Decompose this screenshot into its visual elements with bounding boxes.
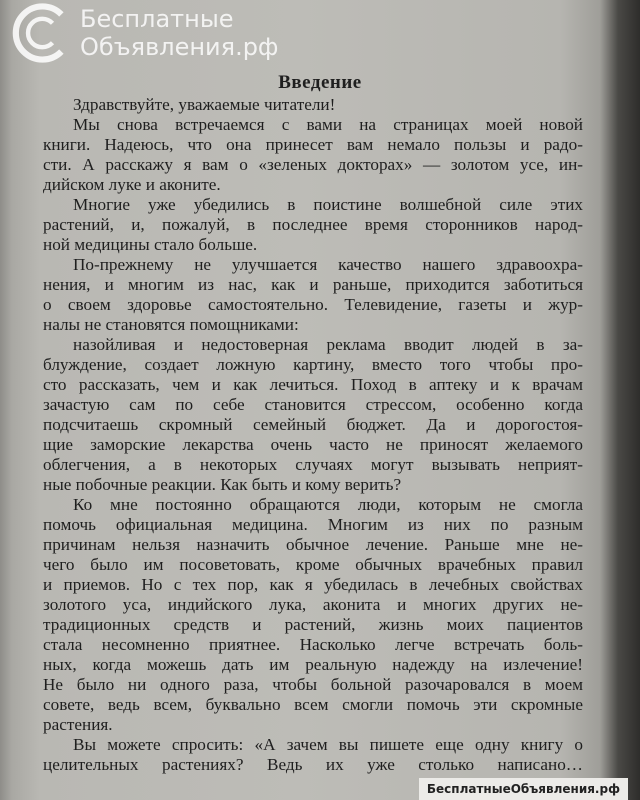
watermark-logo-icon (10, 2, 72, 64)
watermark-line1: Бесплатные (80, 5, 234, 33)
body-text (43, 95, 583, 775)
text-line: Не было ни одного раза, чтобы больной разочаровался в моем (43, 675, 583, 694)
text-line: Мы снова встречаемся с вами на страницах моей новой (73, 115, 583, 134)
watermark-line2: Объявления.рф (80, 33, 279, 61)
watermark (10, 2, 278, 64)
text-line: стала несомненно приятнее. Насколько легче встречать боль- (43, 635, 583, 654)
text-line: о своем здоровье самостоятельно. Телевидение, газеты и жур- (43, 295, 583, 314)
text-line: золотого уса, индийского лука, аконита и многих других не- (43, 595, 583, 614)
text-line: Вы можете спросить: «А зачем вы пишете еще одну книгу о (73, 735, 583, 754)
text-line: По-прежнему не улучшается качество нашего здравоохра- (73, 255, 583, 274)
text-line: чего было им посоветовать, кроме обычных врачебных правил (43, 555, 583, 574)
text-line: целительных растениях? Ведь их уже столько написано… (43, 755, 583, 774)
chapter-title: Введение (278, 72, 362, 93)
text-line: Ко мне постоянно обращаются люди, которым не смогла (73, 495, 583, 514)
text-line: подсчитаешь скромный семейный бюджет. Да и дорогостоя- (43, 415, 583, 434)
text-line: дийском луке и аконите. (43, 175, 221, 194)
text-line: ных, когда можешь дать им реальную надежду на излечение! (43, 655, 583, 674)
text-line: причинам нельзя назначить обычное лечение. Раньше мне не- (43, 535, 583, 554)
text-line: налы не становятся помощниками: (43, 315, 299, 334)
text-line: традиционных средств и растений, жизнь моих пациентов (43, 615, 583, 634)
text-line: зачастую сам по себе становится стрессом, особенно когда (43, 395, 583, 414)
text-line: ной медицины стало больше. (43, 235, 258, 254)
text-line: Здравствуйте, уважаемые читатели! (73, 95, 336, 114)
text-line: нения, и многим из нас, как и раньше, приходится заботиться (43, 275, 583, 294)
text-line: облегчения, а в некоторых случаях могут вызывать неприят- (43, 455, 583, 474)
watermark-badge: БесплатныеОбъявления.рф (419, 778, 628, 800)
text-line: ные побочные реакции. Как быть и кому верить? (43, 475, 402, 494)
text-line: блуждение, создает ложную картину, вместо того чтобы про- (43, 355, 583, 374)
text-line: и приемов. Но с тех пор, как я убедилась в лечебных свойствах (43, 575, 583, 594)
text-line: растений, и, пожалуй, в последнее время сторонников народ- (43, 215, 583, 234)
text-line: Многие уже убедились в поистине волшебной силе этих (73, 195, 583, 214)
text-line: совете, ведь всем, буквально всем смогли помочь эти скромные (43, 695, 583, 714)
text-line: помочь официальная медицина. Многим из них по разным (43, 515, 583, 534)
text-line: назойливая и недостоверная реклама вводит людей в за- (73, 335, 583, 354)
text-line: сти. А расскажу я вам о «зеленых докторах» — золотом усе, ин- (43, 155, 583, 174)
text-line: щие заморские лекарства очень часто не приносят желаемого (43, 435, 583, 454)
text-line: книги. Надеюсь, что она принесет вам немало пользы и радо- (43, 135, 583, 154)
text-line: растения. (43, 715, 113, 734)
text-line: сто рассказать, чем и как лечиться. Поход в аптеку и к врачам (43, 375, 583, 394)
